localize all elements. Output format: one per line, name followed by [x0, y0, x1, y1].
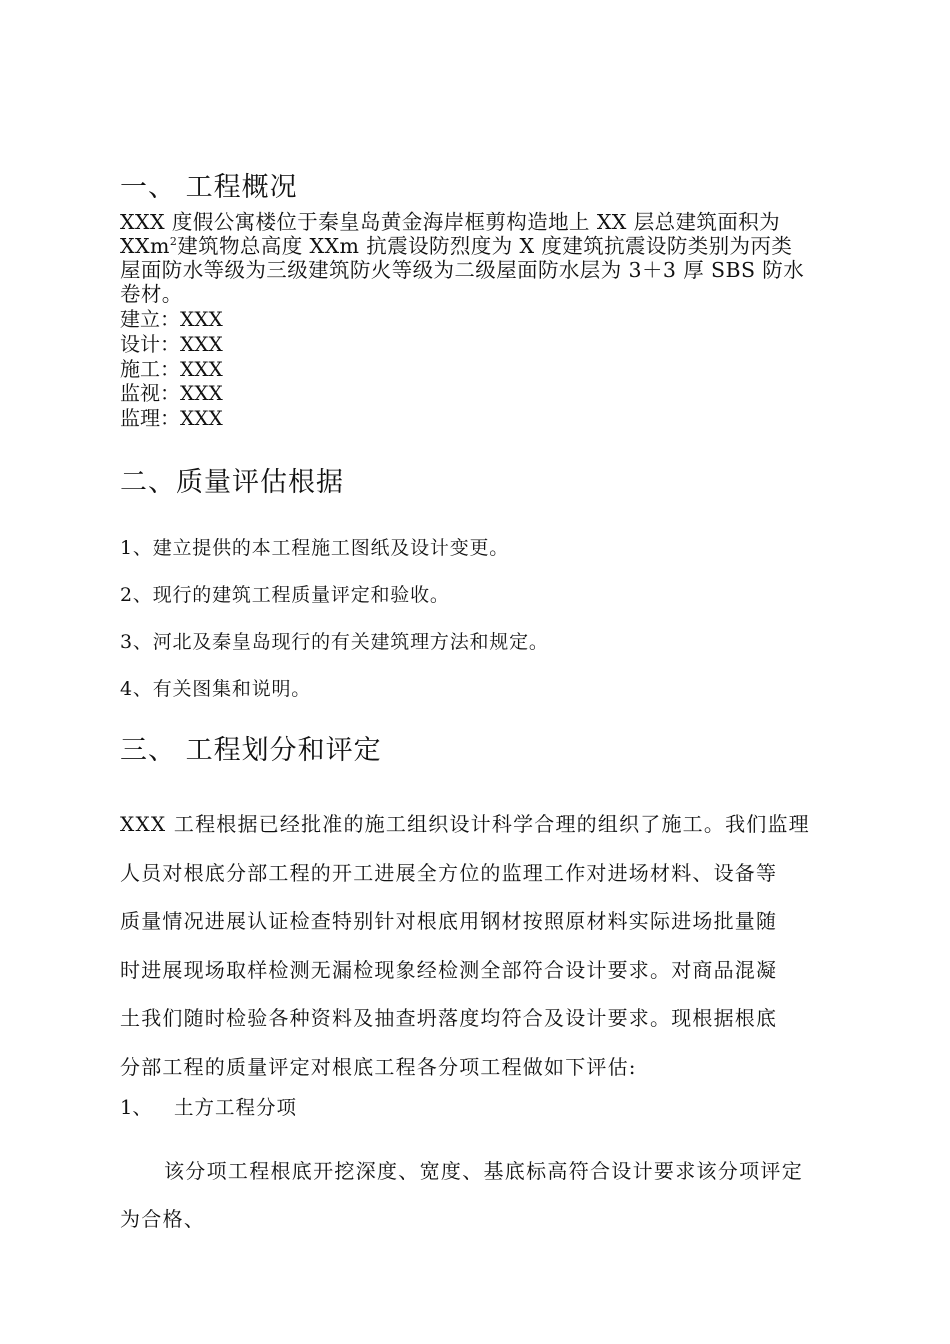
earthwork-paragraph [120, 1147, 835, 1243]
paragraph-line: 人员对根底分部工程的开工进展全方位的监理工作对进场材料、设备等 [120, 860, 778, 885]
party-label: 建立： [120, 307, 180, 331]
basis-item-3: 3、河北及秦皇岛现行的有关建筑理方法和规定。 [120, 631, 549, 653]
sub-item-earthwork [120, 1096, 297, 1120]
area-unit-superscript: 2 [169, 235, 178, 248]
paragraph-line: XXX 工程根据已经批准的施工组织设计科学合理的组织了施工。我们监理 [120, 812, 810, 836]
area-unit: XXm [120, 234, 170, 258]
party-value: XXX [180, 406, 223, 431]
party-label: 设计： [120, 331, 180, 356]
party-contractor [120, 357, 832, 382]
basis-item-2: 2、现行的建筑工程质量评定和验收。 [120, 584, 450, 606]
party-designer [120, 332, 832, 357]
party-label: 监视： [120, 381, 180, 406]
paragraph-line: 该分项工程根底开挖深度、宽度、基底标高符合设计要求该分项评定 [164, 1159, 803, 1183]
basis-item-1: 1、建立提供的本工程施工图纸及设计变更。 [120, 537, 510, 559]
section-heading-overview: 一、 工程概况 [120, 172, 298, 203]
overview-line-2-text: 建筑物总高度 XXm 抗震设防烈度为 X 度建筑抗震设防类别为丙类 [177, 234, 793, 258]
sub-item-number: 1、 [120, 1096, 152, 1119]
paragraph-line: 为合格、 [120, 1207, 206, 1231]
sub-item-title: 土方工程分项 [174, 1096, 298, 1119]
overview-block [120, 210, 832, 431]
paragraph-line: 土我们随时检验各种资料及抽查坍落度均符合及设计要求。现根据根底 [120, 1006, 778, 1030]
paragraph-line: 分部工程的质量评定对根底工程各分项工程做如下评估: [120, 1054, 637, 1079]
party-value: XXX [180, 381, 223, 406]
party-label: 监理： [120, 406, 180, 431]
party-value: XXX [180, 331, 223, 356]
party-value: XXX [180, 307, 223, 331]
party-inspector [120, 381, 832, 406]
party-label: 施工： [120, 356, 180, 381]
section-heading-basis: 二、质量评估根据 [120, 467, 344, 498]
overview-line-4: 卷材。 [120, 282, 183, 306]
section-heading-division: 三、 工程划分和评定 [120, 735, 382, 766]
paragraph-line: 时进展现场取样检测无漏检现象经检测全部符合设计要求。对商品混凝 [120, 957, 778, 982]
overview-line-3: 屋面防水等级为三级建筑防火等级为二级屋面防水层为 3＋3 厚 SBS 防水 [120, 258, 805, 282]
overview-line-2 [120, 234, 832, 258]
party-supervisor [120, 406, 832, 431]
basis-item-4: 4、有关图集和说明。 [120, 678, 312, 700]
division-paragraph [120, 800, 835, 1091]
party-client [120, 307, 832, 332]
overview-line-1: XXX 度假公寓楼位于秦皇岛黄金海岸框剪构造地上 XX 层总建筑面积为 [120, 210, 781, 234]
paragraph-line: 质量情况进展认证检查特别针对根底用钢材按照原材料实际进场批量随 [120, 909, 778, 933]
party-value: XXX [180, 356, 223, 381]
